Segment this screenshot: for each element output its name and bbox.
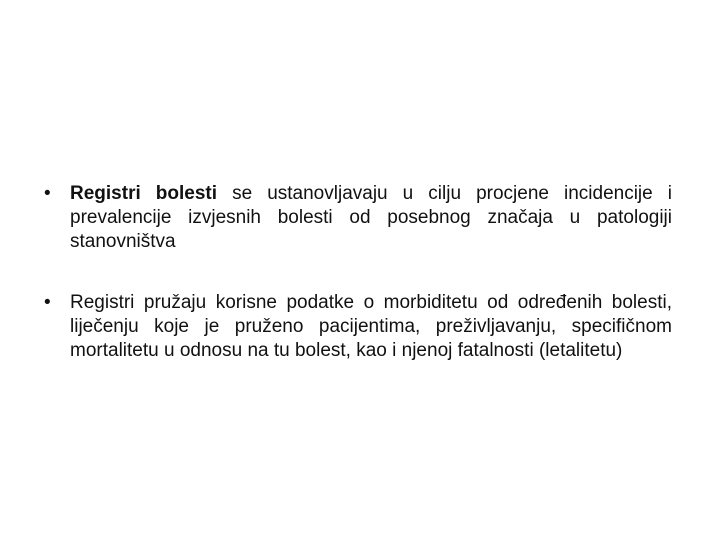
bullet-icon: • (44, 292, 51, 313)
bullet-body-text: Registri pružaju korisne podatke o morbiditetu od određenih bolesti, liječenju koje je pruženo pacijentima, preživljavanju, specifičnom mortalitetu u odnosu na tu bolest, kao i njenoj fatalnosti (letalitetu) (70, 292, 672, 361)
bullet-item-registry-data (44, 291, 672, 363)
bullet-body-text: se ustanovljavaju u cilju procjene incidencije i prevalencije izvjesnih bolesti od posebnog značaja u patologiji stanovništva (70, 183, 672, 252)
bullet-item-disease-registries (44, 182, 672, 254)
bullet-icon: • (44, 183, 51, 204)
bullet-list (44, 182, 672, 363)
bullet-lead-text: Registri bolesti (70, 183, 218, 204)
